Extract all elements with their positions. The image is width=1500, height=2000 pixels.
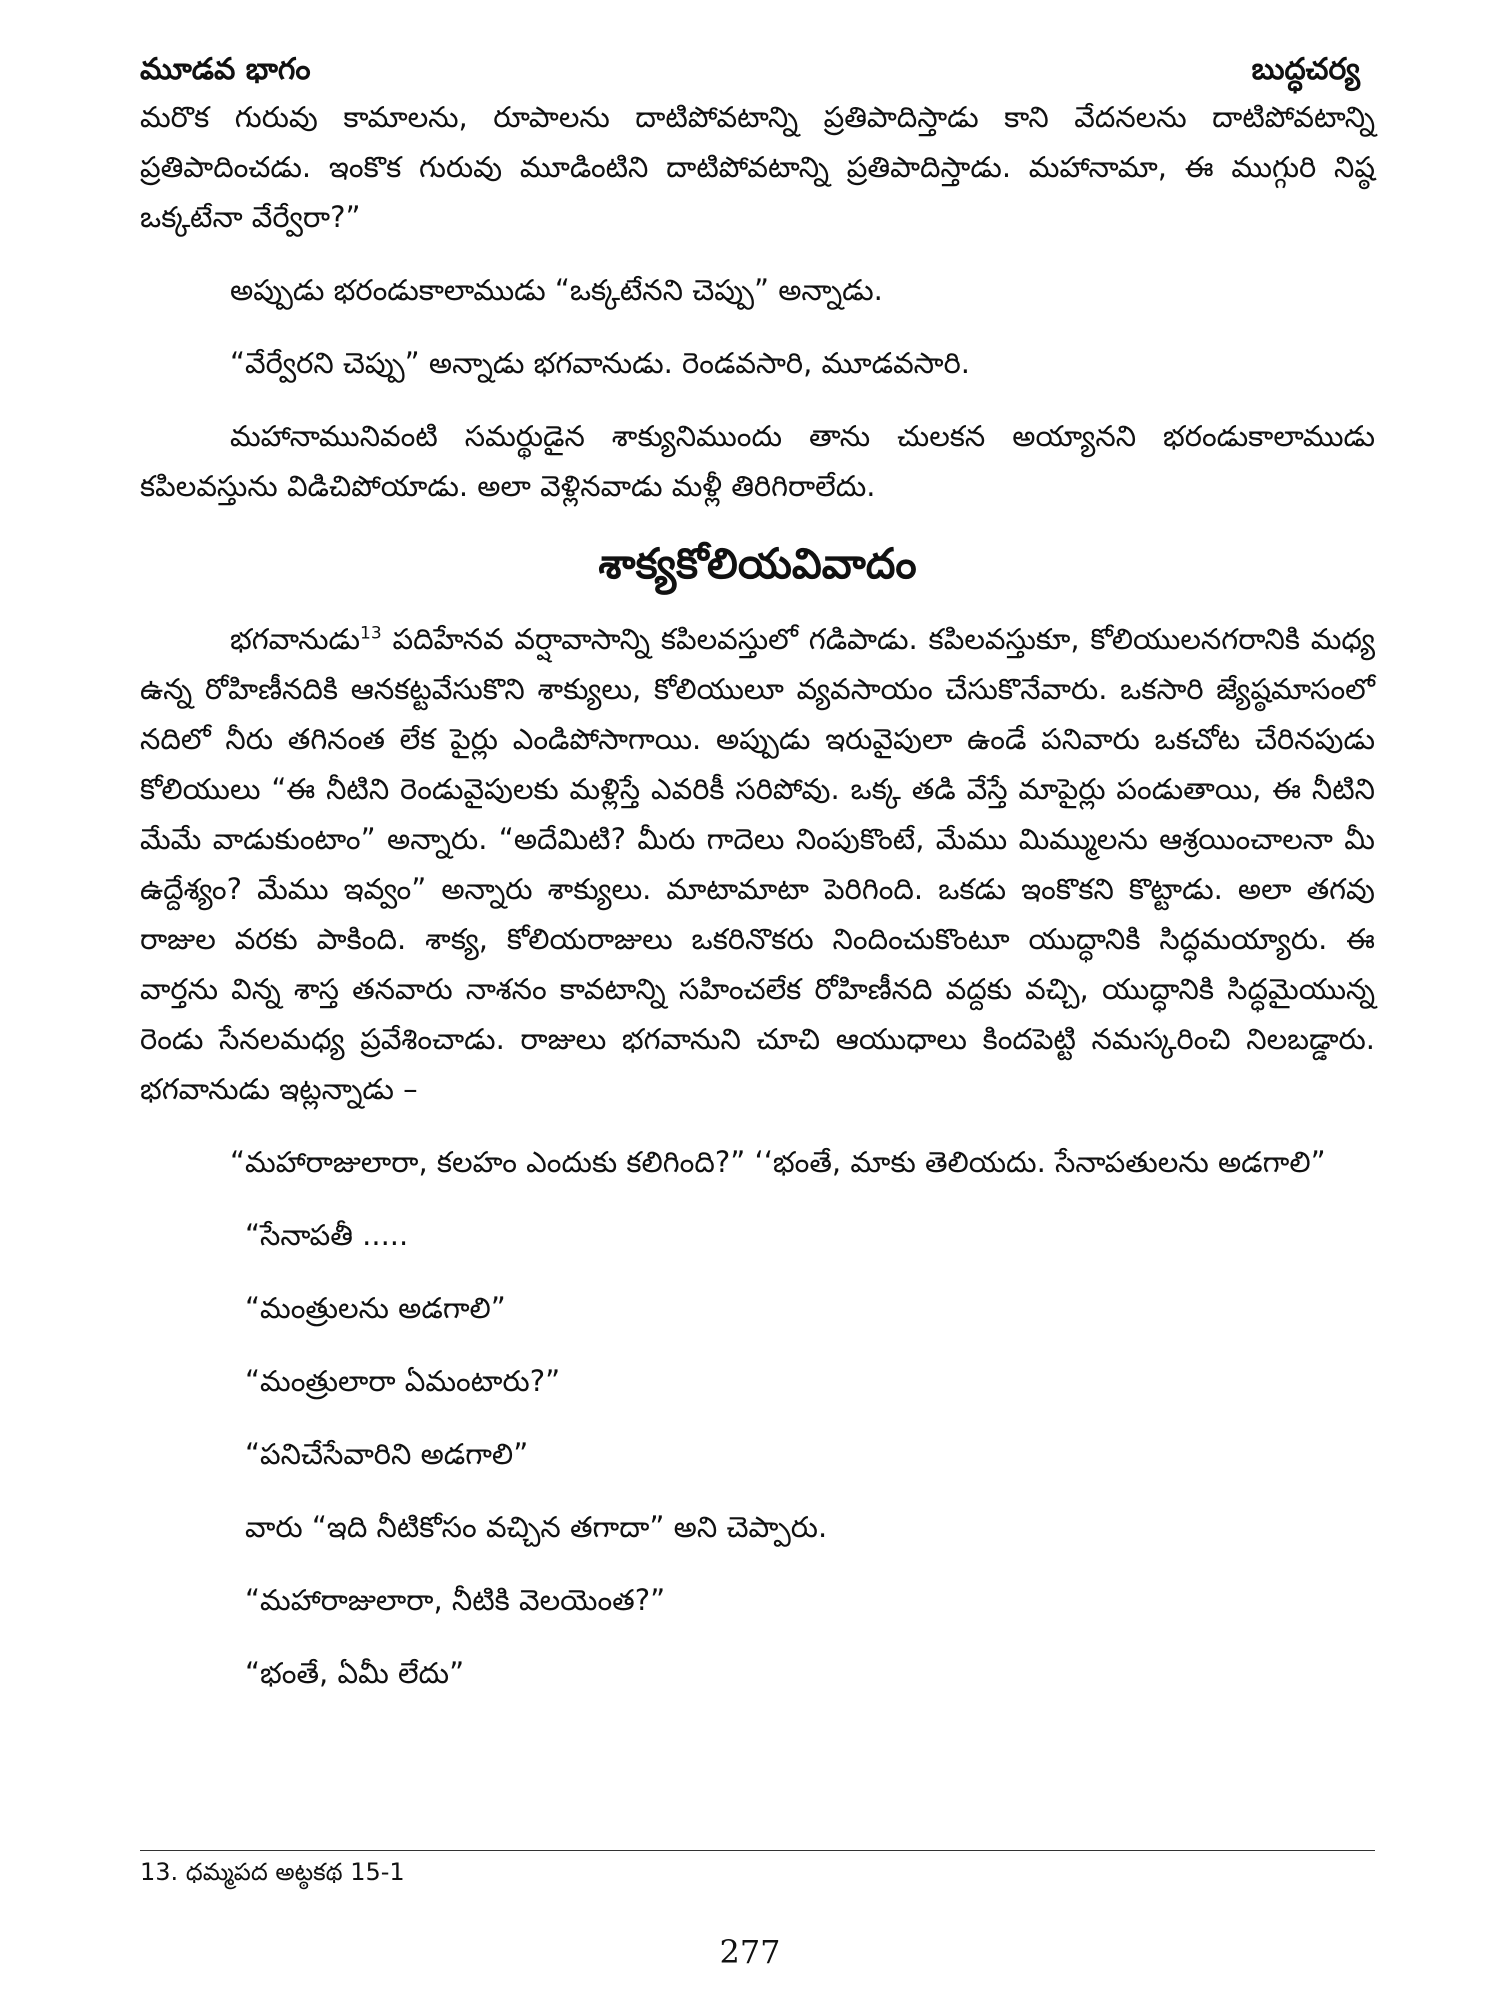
dialogue-line: “సేనాపతీ ..... bbox=[245, 1218, 409, 1252]
dialogue-line: “మంత్రులను అడగాలి” bbox=[245, 1291, 506, 1325]
running-header-title: బుద్ధచర్య bbox=[1251, 52, 1360, 87]
dialogue-line: “పనిచేసేవారిని అడగాలి” bbox=[245, 1437, 529, 1471]
paragraph-continuation: మరొక గురువు కామాలను, రూపాలను దాటిపోవటాన్ని ప్రతిపాదిస్తాడు కాని వేదనలను దాటిపోవటాన్ని ప్రతిపాదించడు. ఇంకొక గురువు మూడింటిని దాటిపోవటాన్ని ప్రతిపాదిస్తాడు. మహానామా, ఈ ముగ్గురి నిష్ఠ ఒక్కటేనా వేర్వేరా?” bbox=[140, 100, 1375, 234]
section-heading: శాక్యకోలియవివాదం bbox=[598, 539, 917, 588]
paragraph-start: భగవానుడు bbox=[230, 622, 361, 656]
paragraph: “వేర్వేరని చెప్పు” అన్నాడు భగవానుడు. రెండవసారి, మూడవసారి. bbox=[230, 346, 970, 380]
paragraph: మహానామునివంటి సమర్థుడైన శాక్యునిముందు తాను చులకన అయ్యానని భరండుకాలాముడు కపిలవస్తును విడిచిపోయాడు. అలా వెళ్లినవాడు మళ్లీ తిరిగిరాలేదు. bbox=[140, 419, 1375, 503]
dialogue-line: వారు “ఇది నీటికోసం వచ్చిన తగాదా” అని చెప్పారు. bbox=[245, 1510, 828, 1544]
footnote: 13. ధమ్మపద అట్ఠకథ 15-1 bbox=[140, 1858, 405, 1886]
paragraph: అప్పుడు భరండుకాలాముడు “ఒక్కటేనని చెప్పు” అన్నాడు. bbox=[230, 273, 883, 307]
paragraph-text: పదిహేనవ వర్షావాసాన్ని కపిలవస్తులో గడిపాడు. కపిలవస్తుకూ, కోలియులనగరానికి మధ్య ఉన్న రోహిణీనదికి ఆనకట్టవేసుకొని శాక్యులు, కోలియులూ వ్యవసాయం చేసుకొనేవారు. ఒకసారి జ్యేష్ఠమాసంలో నదిలో నీరు తగినంత లేక పైర్లు ఎండిపోసాగాయి. అప్పుడు ఇరువైపులా ఉండే పనివారు ఒకచోట చేరినపుడు కోలియులు “ఈ నీటిని రెండువైపులకు మళ్లిస్తే ఎవరికీ సరిపోవు. ఒక్క తడి వేస్తే మాపైర్లు పండుతాయి, ఈ నీటిని మేమే వాడుకుంటాం” అన్నారు. “అదేమిటి? మీరు గాదెలు నింపుకొంటే, మేము మిమ్ములను ఆశ్రయించాలనా మీ ఉద్దేశ్యం? మేము ఇవ్వం” అన్నారు శాక్యులు. మాటామాటా పెరిగింది. ఒకడు ఇంకొకని కొట్టాడు. అలా తగవు రాజుల వరకు పాకింది. శాక్య, కోలియరాజులు ఒకరినొకరు నిందించుకొంటూ యుద్ధానికి సిద్ధమయ్యారు. ఈ వార్తను విన్న శాస్త తనవారు నాశనం కావటాన్ని సహించలేక రోహిణీనది వద్దకు వచ్చి, యుద్ధానికి సిద్ధమైయున్న రెండు సేనలమధ్య ప్రవేశించాడు. రాజులు భగవానుని చూచి ఆయుధాలు కిందపెట్టి నమస్కరించి నిలబడ్డారు. భగవానుడు ఇట్లన్నాడు – bbox=[140, 622, 1375, 1106]
dialogue-line: “భంతే, ఏమీ లేదు” bbox=[245, 1656, 465, 1690]
dialogue-line: “మంత్రులారా ఏమంటారు?” bbox=[245, 1364, 561, 1398]
dialogue-line: “మహారాజులారా, నీటికి వెలయెంత?” bbox=[245, 1583, 666, 1617]
body-text bbox=[140, 92, 1375, 1721]
footnote-divider bbox=[140, 1850, 1375, 1851]
running-header-part: మూడవ భాగం bbox=[140, 52, 311, 87]
paragraph: “మహారాజులారా, కలహం ఎందుకు కలిగింది?” ‘‘భంతే, మాకు తెలియదు. సేనాపతులను అడగాలి” bbox=[230, 1145, 1326, 1179]
paragraph bbox=[140, 614, 1375, 1114]
page-number: 277 bbox=[719, 1933, 781, 1971]
footnote-reference: 13 bbox=[360, 623, 382, 644]
